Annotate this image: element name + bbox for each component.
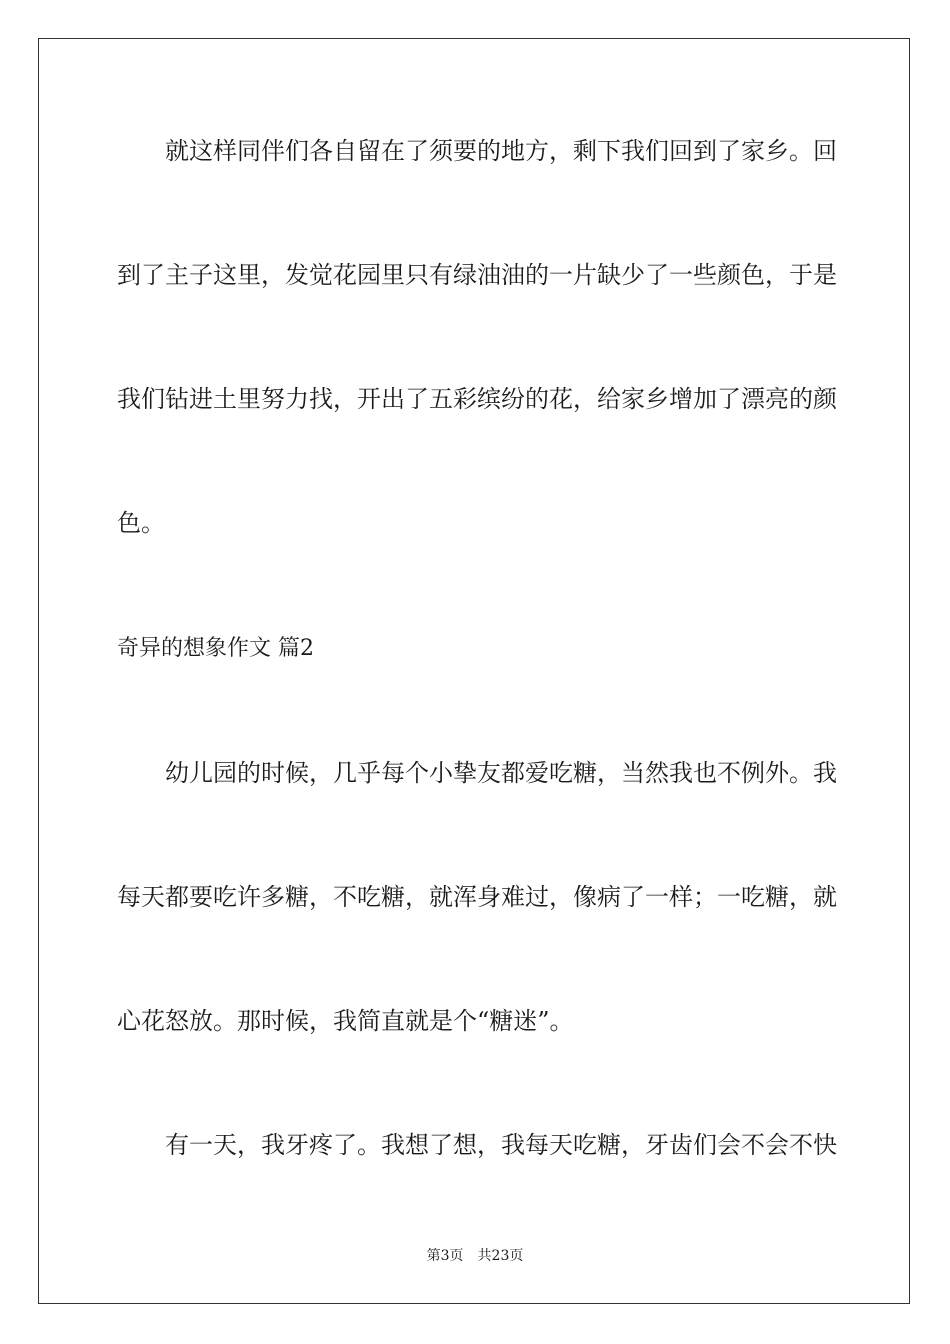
page-number: 第3页 [426,1248,464,1264]
page-footer [0,1246,950,1266]
text-line: 我们钻进土里努力找，开出了五彩缤纷的花，给家乡增加了漂亮的颜 [117,385,837,413]
page-frame [38,38,910,1304]
text-line: 心花怒放。那时候，我简直就是个“糖迷”。 [117,1007,574,1035]
text-line: 就这样同伴们各自留在了须要的地方，剩下我们回到了家乡。回 [165,137,837,165]
text-line: 幼儿园的时候，几乎每个小挚友都爱吃糖，当然我也不例外。我 [165,759,837,787]
text-line: 每天都要吃许多糖，不吃糖，就浑身难过，像病了一样；一吃糖，就 [117,883,837,911]
section-heading: 奇异的想象作文 篇2 [117,636,314,661]
page-total: 共23页 [477,1248,524,1264]
text-line: 到了主子这里，发觉花园里只有绿油油的一片缺少了一些颜色，于是 [117,261,837,289]
text-line: 有一天，我牙疼了。我想了想，我每天吃糖，牙齿们会不会不快 [165,1131,837,1159]
text-line: 色。 [117,509,165,537]
